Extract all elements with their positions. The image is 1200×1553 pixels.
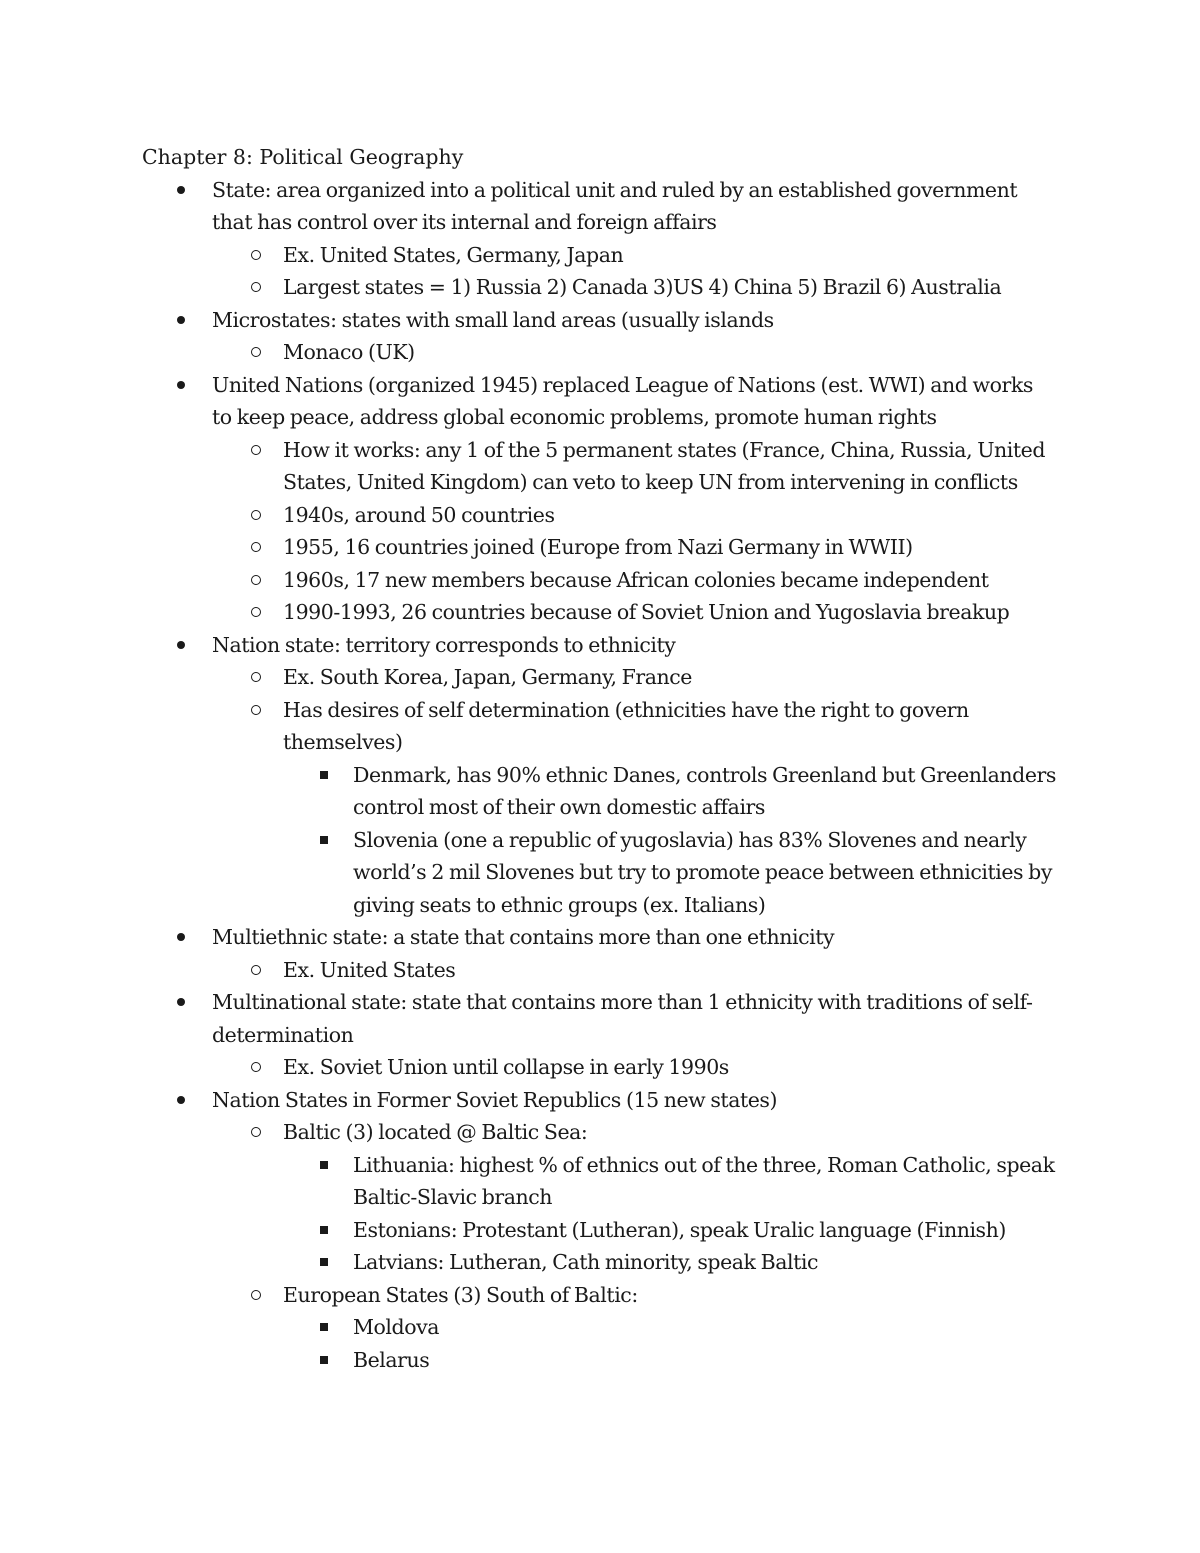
bullet-square-icon <box>316 1344 332 1377</box>
list-item-level-1 <box>0 986 1052 1051</box>
bullet-circle-icon <box>248 239 264 272</box>
list-item-text: Largest states = 1) Russia 2) Canada 3)US 4) China 5) Brazil 6) Australia <box>283 275 1002 299</box>
list-item-text: Has desires of self determination (ethnicities have the right to govern themselves) <box>283 697 969 754</box>
bullet-circle-icon <box>248 1279 264 1312</box>
list-item-level-3 <box>0 824 1063 922</box>
list-item-text: Baltic (3) located @ Baltic Sea: <box>283 1120 588 1144</box>
list-item-level-2 <box>0 336 1063 369</box>
page-title: Chapter 8: Political Geography <box>142 145 464 169</box>
list-item-level-2 <box>0 694 1063 759</box>
bullet-circle-icon <box>248 434 264 467</box>
list-item-level-3 <box>0 1311 1063 1344</box>
list-item-level-1 <box>0 921 1052 954</box>
list-item-text: Latvians: Lutheran, Cath minority, speak Baltic <box>353 1250 819 1274</box>
list-item-level-2 <box>0 239 1063 272</box>
list-item-level-2 <box>0 954 1063 987</box>
list-item-text: Denmark, has 90% ethnic Danes, controls Greenland but Greenlanders control most of their own domestic affairs <box>353 762 1056 819</box>
bullet-dot-icon <box>173 986 189 1019</box>
bullet-dot-icon <box>173 1084 189 1117</box>
list-item-level-1 <box>0 369 1052 434</box>
list-item-text: Ex. South Korea, Japan, Germany, France <box>283 665 692 689</box>
list-item-level-2 <box>0 596 1063 629</box>
list-item-level-3 <box>0 1246 1063 1279</box>
list-item-level-2 <box>0 564 1063 597</box>
bullet-circle-icon <box>248 596 264 629</box>
bullet-square-icon <box>316 1214 332 1247</box>
list-item-level-2 <box>0 531 1063 564</box>
list-item-text: How it works: any 1 of the 5 permanent states (France, China, Russia, United States, United Kingdom) can veto to keep UN from intervening in conflicts <box>283 437 1046 494</box>
list-item-level-1 <box>0 304 1052 337</box>
bullet-circle-icon <box>248 336 264 369</box>
list-item-text: Multinational state: state that contains more than 1 ethnicity with traditions of self-determination <box>212 990 1033 1047</box>
list-item-level-1 <box>0 629 1052 662</box>
bullet-circle-icon <box>248 661 264 694</box>
list-item-level-3 <box>0 759 1063 824</box>
list-item-level-2 <box>0 271 1063 304</box>
list-item-text: 1960s, 17 new members because African colonies became independent <box>283 567 989 592</box>
list-item-level-3 <box>0 1344 1063 1377</box>
bullet-square-icon <box>316 1246 332 1279</box>
list-item-text: Microstates: states with small land areas (usually islands <box>212 307 774 332</box>
bullet-dot-icon <box>173 174 189 207</box>
list-item-level-1 <box>0 1084 1052 1117</box>
list-item-text: European States (3) South of Baltic: <box>283 1282 638 1307</box>
list-item-text: Ex. Soviet Union until collapse in early 1990s <box>283 1055 729 1079</box>
bullet-dot-icon <box>173 629 189 662</box>
list-item-level-1 <box>0 174 1052 239</box>
list-item-text: 1990-1993, 26 countries because of Soviet Union and Yugoslavia breakup <box>283 600 1010 624</box>
list-item-text: Lithuania: highest % of ethnics out of the three, Roman Catholic, speak Baltic-Slavic branch <box>353 1152 1055 1209</box>
bullet-square-icon <box>316 824 332 857</box>
list-item-level-3 <box>0 1214 1063 1247</box>
bullet-circle-icon <box>248 271 264 304</box>
list-item-text: Belarus <box>353 1347 430 1372</box>
bullet-dot-icon <box>173 304 189 337</box>
bullet-circle-icon <box>248 564 264 597</box>
list-item-level-2 <box>0 434 1063 499</box>
list-item-text: Nation States in Former Soviet Republics (15 new states) <box>212 1087 778 1112</box>
bullet-circle-icon <box>248 1116 264 1149</box>
list-item-level-2 <box>0 1279 1063 1312</box>
list-item-level-2 <box>0 1116 1063 1149</box>
bullet-circle-icon <box>248 954 264 987</box>
bullet-square-icon <box>316 1311 332 1344</box>
bullet-circle-icon <box>248 531 264 564</box>
bullet-square-icon <box>316 1149 332 1182</box>
list-item-text: 1940s, around 50 countries <box>283 502 555 527</box>
list-item-text: Multiethnic state: a state that contains more than one ethnicity <box>212 925 835 949</box>
list-item-text: Nation state: territory corresponds to ethnicity <box>212 632 676 657</box>
bullet-dot-icon <box>173 921 189 954</box>
list-item-text: United Nations (organized 1945) replaced League of Nations (est. WWI) and works to keep peace, address global economic problems, promote human rights <box>212 372 1033 429</box>
bullet-outline <box>0 174 1200 1377</box>
bullet-circle-icon <box>248 499 264 532</box>
bullet-dot-icon <box>173 369 189 402</box>
list-item-text: State: area organized into a political unit and ruled by an established government that has control over its internal and foreign affairs <box>212 177 1018 234</box>
list-item-text: Slovenia (one a republic of yugoslavia) has 83% Slovenes and nearly world’s 2 mil Slovenes but try to promote peace between ethnicities by giving seats to ethnic groups (ex. Italians) <box>353 827 1052 917</box>
list-item-text: Ex. United States, Germany, Japan <box>283 242 624 267</box>
list-item-text: Monaco (UK) <box>283 340 415 364</box>
list-item-level-3 <box>0 1149 1063 1214</box>
bullet-circle-icon <box>248 694 264 727</box>
list-item-text: Moldova <box>353 1315 440 1339</box>
bullet-circle-icon <box>248 1051 264 1084</box>
bullet-square-icon <box>316 759 332 792</box>
list-item-text: 1955, 16 countries joined (Europe from Nazi Germany in WWII) <box>283 535 913 559</box>
list-item-level-2 <box>0 1051 1063 1084</box>
list-item-text: Estonians: Protestant (Lutheran), speak Uralic language (Finnish) <box>353 1217 1006 1242</box>
list-item-level-2 <box>0 661 1063 694</box>
list-item-level-2 <box>0 499 1063 532</box>
list-item-text: Ex. United States <box>283 957 456 982</box>
